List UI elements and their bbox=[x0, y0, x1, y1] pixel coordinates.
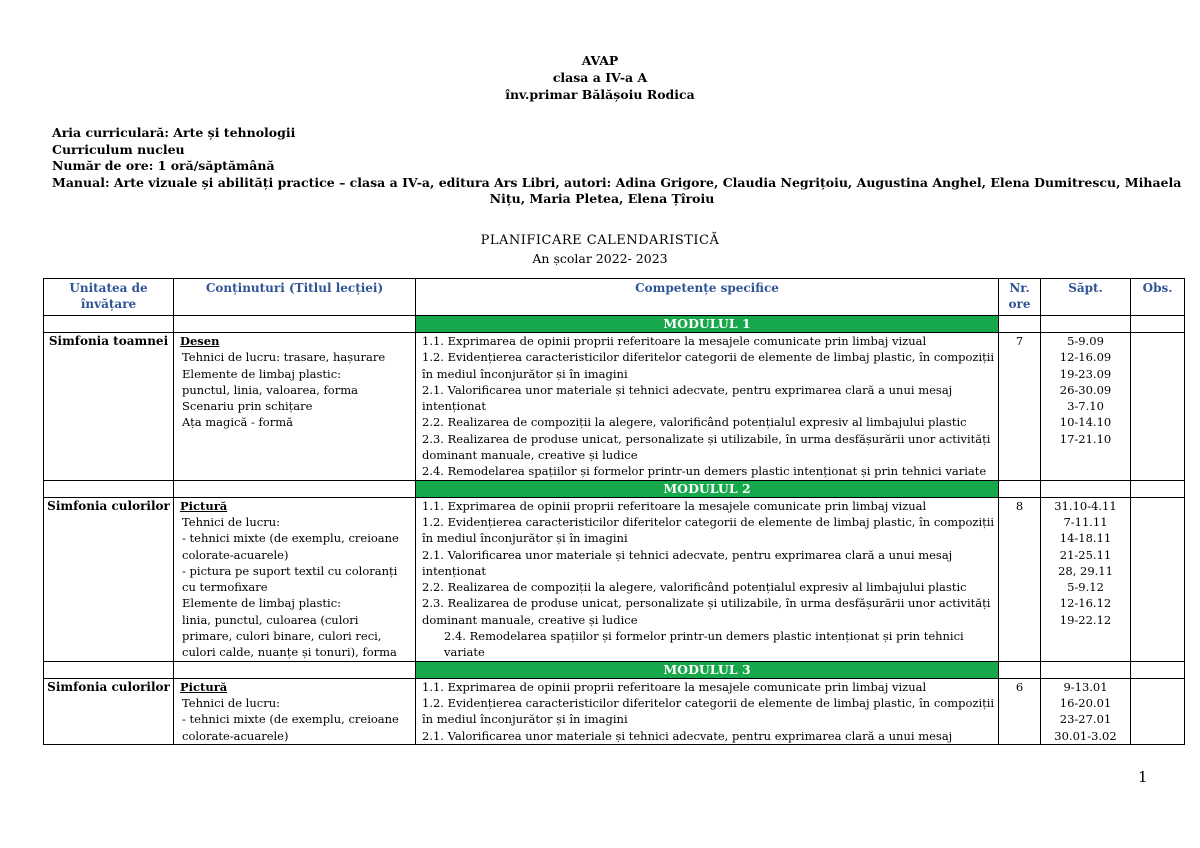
week-item: 7-11.11 bbox=[1063, 514, 1108, 529]
module-label: MODULUL 2 bbox=[416, 480, 999, 497]
doc-header bbox=[0, 52, 1200, 103]
week-item: 5-9.09 bbox=[1067, 334, 1104, 348]
competence-item: 2.2. Realizarea de compoziții la alegere, valorificând potențialul expresiv al limbajului plastic bbox=[422, 415, 967, 430]
competence-item: 2.4. Remodelarea spațiilor și formelor printr-un demers plastic intenționat și prin tehnici variate bbox=[444, 629, 964, 660]
curriculum: Curriculum nucleu bbox=[52, 141, 185, 157]
header-competences: Competențe specifice bbox=[416, 279, 999, 316]
page-number: 1 bbox=[1138, 768, 1148, 786]
content-cell bbox=[174, 678, 416, 744]
content-line: Elemente de limbaj plastic: bbox=[182, 366, 342, 381]
module-row bbox=[44, 661, 1185, 678]
content-title: Pictură bbox=[180, 679, 228, 694]
week-item: 10-14.10 bbox=[1059, 415, 1112, 430]
content-line: Ața magică - formă bbox=[182, 415, 293, 430]
content-line: punctul, linia, valoarea, forma bbox=[182, 382, 358, 397]
competence-item: 2.4. Remodelarea spațiilor și formelor printr-un demers plastic intenționat și prin tehnici variate bbox=[422, 464, 987, 479]
content-title: Pictură bbox=[180, 498, 228, 513]
content-line: Tehnici de lucru: bbox=[182, 695, 280, 710]
competence-item: 1.2. Evidențierea caracteristicilor diferitelor categorii de elemente de limbaj plastic, în compoziții în mediul înconjurător și în imagini bbox=[422, 514, 995, 546]
manual-line-1: Manual: Arte vizuale și abilități practice – clasa a IV-a, editura Ars Libri, autori: Adina Grigore, Claudia Negrițoiu, Augustina Anghel, Elena Dumitrescu, Mihaela bbox=[52, 174, 1182, 190]
competence-item: 2.3. Realizarea de produse unicat, personalizate și utilizabile, în urma desfășurării unor activități dominant manuale, creative și ludice bbox=[422, 596, 991, 627]
header-weeks: Săpt. bbox=[1041, 279, 1131, 316]
header-content: Conținuturi (Titlul lecției) bbox=[174, 279, 416, 316]
content-line: - tehnici mixte (de exemplu, creioane colorate-acuarele) bbox=[182, 712, 399, 743]
week-item: 19-22.12 bbox=[1059, 612, 1112, 627]
week-item: 14-18.11 bbox=[1059, 531, 1112, 546]
module-row bbox=[44, 316, 1185, 333]
competences-cell bbox=[416, 333, 999, 481]
week-item: 5-9.12 bbox=[1067, 580, 1104, 595]
hours-value: 8 bbox=[999, 497, 1041, 661]
week-item: 28, 29.11 bbox=[1058, 563, 1113, 578]
obs-cell bbox=[1131, 333, 1185, 481]
competence-item: 2.1. Valorificarea unor materiale și tehnici adecvate, pentru exprimarea clară a unui mesaj bbox=[422, 728, 953, 743]
competence-item: 1.2. Evidențierea caracteristicilor diferitelor categorii de elemente de limbaj plastic, în compoziții în mediul înconjurător și în imagini bbox=[422, 350, 995, 381]
doc-meta bbox=[52, 125, 1182, 208]
week-item: 9-13.01 bbox=[1063, 679, 1108, 694]
learning-unit: Simfonia culorilor bbox=[44, 678, 174, 744]
module-label: MODULUL 1 bbox=[416, 316, 999, 333]
table-row bbox=[44, 678, 1185, 744]
manual-line-2: Nițu, Maria Pletea, Elena Țîroiu bbox=[489, 191, 715, 206]
content-line: linia, punctul, culoarea (culori primare, culori binare, culori reci, culori calde, nuanțe și tonuri), forma bbox=[182, 612, 397, 660]
hours-per-week: Număr de ore: 1 oră/săptămână bbox=[52, 158, 275, 173]
competence-item: 1.2. Evidențierea caracteristicilor diferitelor categorii de elemente de limbaj plastic, în compoziții în mediul înconjurător și în imagini bbox=[422, 695, 995, 727]
class-name: clasa a IV-a A bbox=[552, 70, 648, 85]
hours-value: 6 bbox=[999, 678, 1041, 744]
subject-title: AVAP bbox=[581, 53, 619, 68]
teacher-name: înv.primar Bălășoiu Rodica bbox=[505, 87, 695, 102]
week-item: 12-16.12 bbox=[1059, 596, 1112, 611]
competence-item: 2.3. Realizarea de produse unicat, personalizate și utilizabile, în urma desfășurării unor activități dominant manuale, creative și ludice bbox=[422, 431, 991, 463]
content-line: - pictura pe suport textil cu coloranți cu termofixare bbox=[182, 563, 398, 595]
learning-unit: Simfonia culorilor bbox=[44, 497, 174, 661]
hours-value: 7 bbox=[999, 333, 1041, 481]
competence-item: 1.1. Exprimarea de opinii proprii referitoare la mesajele comunicate prin limbaj vizual bbox=[422, 498, 927, 513]
content-title: Desen bbox=[180, 334, 220, 348]
week-item: 30.01-3.02 bbox=[1054, 728, 1117, 743]
weeks-cell bbox=[1041, 333, 1131, 481]
competence-item: 1.1. Exprimarea de opinii proprii referitoare la mesajele comunicate prin limbaj vizual bbox=[422, 679, 927, 694]
week-item: 21-25.11 bbox=[1059, 547, 1112, 562]
module-row bbox=[44, 480, 1185, 497]
plan-table bbox=[43, 278, 1185, 745]
competences-cell bbox=[416, 678, 999, 744]
header-unit: Unitatea de învățare bbox=[44, 279, 174, 316]
competences-cell bbox=[416, 497, 999, 661]
table-row bbox=[44, 497, 1185, 661]
week-item: 16-20.01 bbox=[1059, 695, 1112, 710]
curricular-area: Aria curriculară: Arte și tehnologii bbox=[52, 125, 296, 140]
week-item: 31.10-4.11 bbox=[1054, 498, 1117, 513]
content-cell bbox=[174, 497, 416, 661]
obs-cell bbox=[1131, 497, 1185, 661]
content-cell bbox=[174, 333, 416, 481]
content-line: Elemente de limbaj plastic: bbox=[182, 596, 342, 611]
module-label: MODULUL 3 bbox=[416, 661, 999, 678]
week-item: 12-16.09 bbox=[1059, 350, 1112, 365]
week-item: 17-21.10 bbox=[1059, 431, 1112, 446]
header-obs: Obs. bbox=[1131, 279, 1185, 316]
competence-item: 1.1. Exprimarea de opinii proprii referitoare la mesajele comunicate prin limbaj vizual bbox=[422, 334, 927, 348]
learning-unit: Simfonia toamnei bbox=[44, 333, 174, 481]
content-line: Tehnici de lucru: trasare, hașurare bbox=[182, 350, 386, 365]
weeks-cell bbox=[1041, 497, 1131, 661]
obs-cell bbox=[1131, 678, 1185, 744]
weeks-cell bbox=[1041, 678, 1131, 744]
header-hours: Nr. ore bbox=[999, 279, 1041, 316]
week-item: 23-27.01 bbox=[1059, 712, 1112, 727]
week-item: 3-7.10 bbox=[1067, 399, 1104, 414]
content-line: - tehnici mixte (de exemplu, creioane colorate-acuarele) bbox=[182, 531, 399, 562]
week-item: 26-30.09 bbox=[1059, 382, 1112, 397]
week-item: 19-23.09 bbox=[1059, 366, 1112, 381]
school-year: An școlar 2022- 2023 bbox=[532, 251, 668, 266]
content-line: Scenariu prin schițare bbox=[182, 399, 313, 414]
competence-item: 2.1. Valorificarea unor materiale și tehnici adecvate, pentru exprimarea clară a unui mesaj intenționat bbox=[422, 382, 953, 414]
table-header-row bbox=[44, 279, 1185, 316]
table-row bbox=[44, 333, 1185, 481]
content-line: Tehnici de lucru: bbox=[182, 514, 280, 529]
plan-title: PLANIFICARE CALENDARISTICĂ bbox=[480, 233, 720, 248]
competence-item: 2.1. Valorificarea unor materiale și tehnici adecvate, pentru exprimarea clară a unui mesaj intenționat bbox=[422, 547, 953, 578]
competence-item: 2.2. Realizarea de compoziții la alegere, valorificând potențialul expresiv al limbajului plastic bbox=[422, 580, 967, 595]
